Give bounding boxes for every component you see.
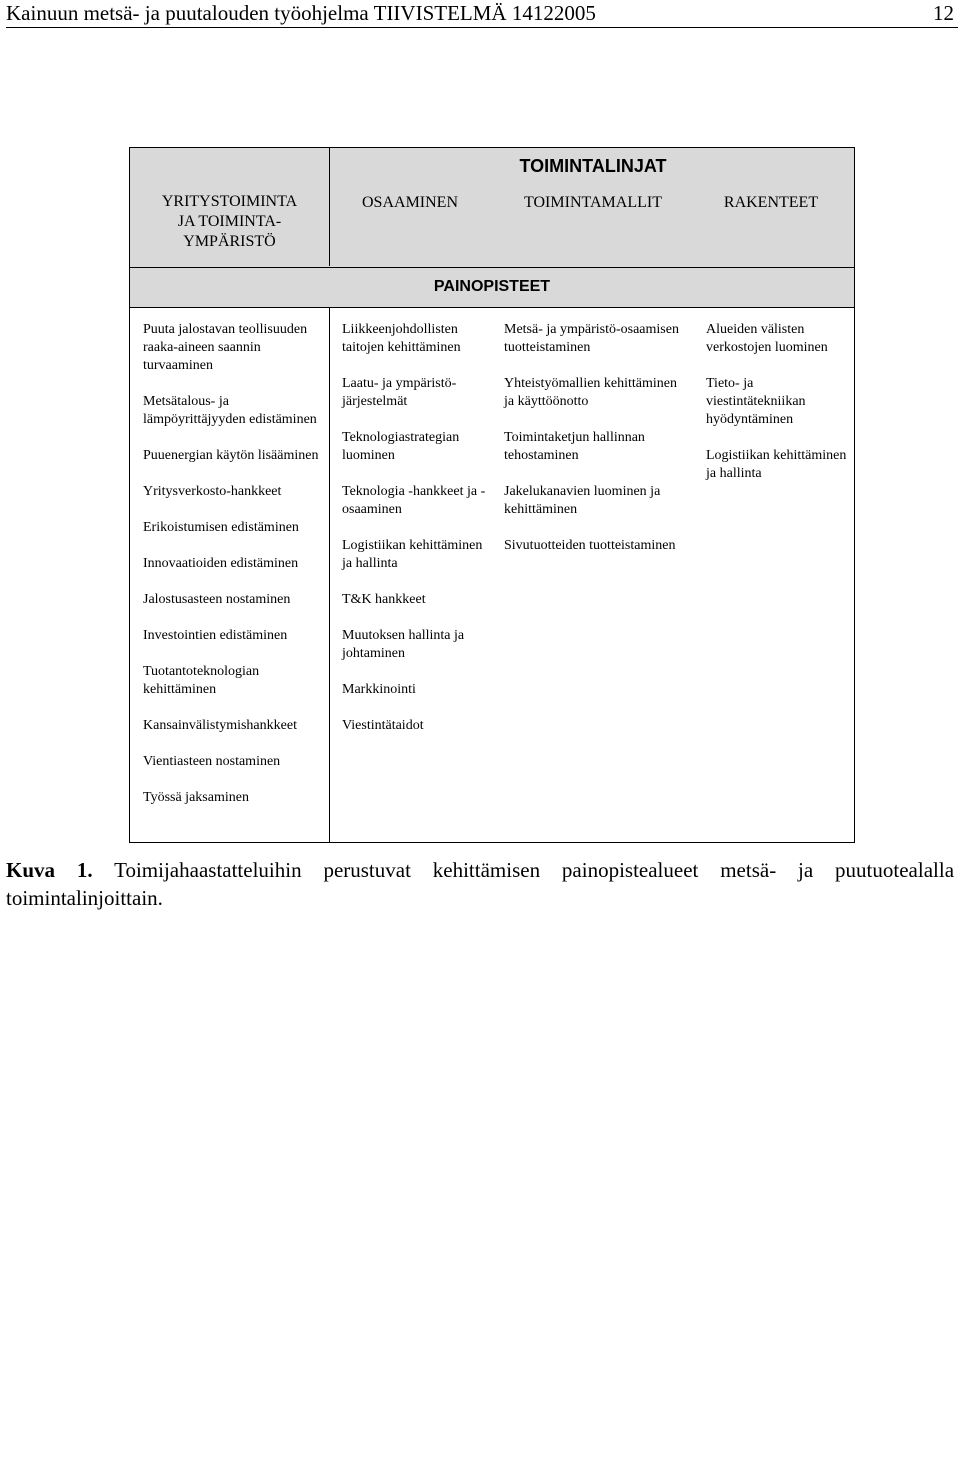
list-item: Markkinointi [342,682,416,697]
page-number: 12 [933,1,954,25]
list-item: Erikoistumisen edistäminen [143,520,299,535]
list-item: Sivutuotteiden tuotteistaminen [504,538,676,553]
list-item: Laatu- ja ympäristö-järjestelmät [342,376,457,409]
list-item: Logistiikan kehittäminen ja hallinta [706,448,847,481]
column-yritystoiminta [143,321,323,825]
list-item: Liikkeenjohdollisten taitojen kehittäminen [342,322,461,355]
document-title: Kainuun metsä- ja puutalouden työohjelma TIIVISTELMÄ 14122005 [6,1,596,25]
list-item: Alueiden välisten verkostojen luominen [706,322,828,355]
list-item: Jakelukanavien luominen ja kehittäminen [504,484,661,517]
list-item: Puuta jalostavan teollisuuden raaka-aineen saannin turvaaminen [143,322,308,373]
list-item: Innovaatioiden edistäminen [143,556,299,571]
column-header-toimintamallit: TOIMINTAMALLIT [524,194,662,211]
page-header [6,0,958,28]
yritystoiminta-line: YRITYSTOIMINTA [161,193,298,210]
list-item: Puuenergian käytön lisääminen [143,448,319,463]
list-item: Vientiasteen nostaminen [143,754,281,769]
caption-label: Kuva 1. [6,858,93,882]
list-item: Teknologiastrategian luominen [342,430,460,463]
list-item: Teknologia -hankkeet ja -osaaminen [342,484,486,517]
list-item: Jalostusasteen nostaminen [143,592,291,607]
list-item: Muutoksen hallinta ja johtaminen [342,628,465,661]
list-item: Toimintaketjun hallinnan tehostaminen [504,430,645,463]
yritystoiminta-cell [130,148,330,266]
list-item: Investointien edistäminen [143,628,288,643]
list-item: Yritysverkosto-hankkeet [143,484,282,499]
list-item: Yhteistyömallien kehittäminen ja käyttöönotto [504,376,678,409]
list-item: Tuotantoteknologian kehittäminen [143,664,260,697]
yritystoiminta-line: JA TOIMINTA- [177,213,282,230]
list-item: Viestintätaidot [342,718,424,733]
painopisteet-title: PAINOPISTEET [130,268,854,308]
toimintalinjat-title: TOIMINTALINJAT [519,156,667,176]
priority-diagram [129,147,855,843]
list-item: Logistiikan kehittäminen ja hallinta [342,538,483,571]
column-toimintamallit [504,321,684,573]
list-item: T&K hankkeet [342,592,426,607]
column-divider [329,308,330,842]
caption-text: Toimijahaastatteluihin perustuvat kehittämisen painopistealueet metsä- ja puutuotealalla toimintalinjoittain. [6,858,955,910]
list-item: Metsätalous- ja lämpöyrittäjyyden edistäminen [143,394,317,427]
column-header-osaaminen: OSAAMINEN [362,194,458,211]
list-item: Kansainvälistymishankkeet [143,718,297,733]
column-rakenteet [706,321,851,501]
list-item: Työssä jaksaminen [143,790,249,805]
column-osaaminen [342,321,492,753]
header-band [130,148,854,268]
yritystoiminta-line: YMPÄRISTÖ [183,233,276,250]
list-item: Metsä- ja ympäristö-osaamisen tuotteistaminen [504,322,679,355]
column-header-rakenteet: RAKENTEET [723,194,819,211]
list-item: Tieto- ja viestintätekniikan hyödyntäminen [706,376,806,427]
figure-caption [6,856,954,912]
